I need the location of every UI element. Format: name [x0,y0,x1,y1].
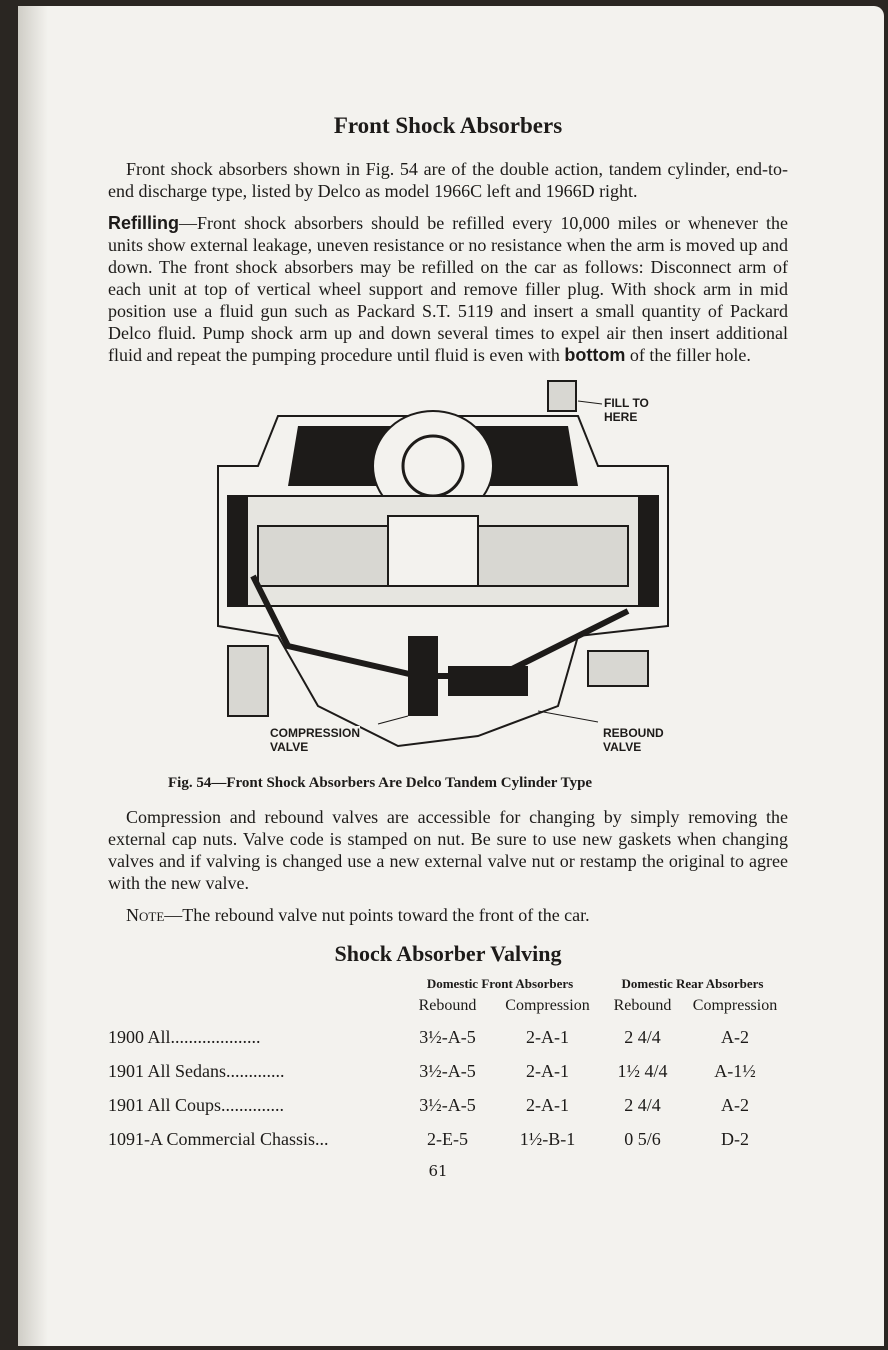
page [18,6,884,1346]
rear-compression-cell: A-2 [721,1027,749,1047]
leader-dots: ............. [226,1061,285,1081]
front-compression-cell: 1½-B-1 [519,1129,576,1149]
compression-line-1: COMPRESSION [270,726,361,740]
model-cell: 1901 All Sedans [108,1061,227,1081]
fill-to-here-label [604,396,649,424]
front-rebound-cell: 3½-A-5 [419,1061,476,1081]
column-header: Compression [692,997,778,1014]
column-header: Compression [505,997,590,1014]
note-paragraph [108,904,788,926]
intro-paragraph: Front shock absorbers shown in Fig. 54 are of the double action, tandem cylinder, end-to-end discharge type, listed by Delco as model 1966C left and 1966D right. [108,159,788,201]
table-row [108,1020,785,1054]
rear-compression-cell: A-1½ [714,1061,756,1081]
rebound-line-1: REBOUND [603,726,664,740]
leader-dots: .............. [221,1095,285,1115]
model-cell: 1901 All Coups [108,1095,222,1115]
rear-compression-cell: D-2 [721,1129,749,1149]
model-cell: 1091-A Commercial Chassis [108,1129,315,1149]
rebound-valve-label [603,726,664,754]
page-content [108,112,788,1180]
group-header-front: Domestic Front Absorbers [426,976,574,991]
model-cell: 1900 All [108,1027,171,1047]
page-number: 61 [428,1162,448,1180]
front-compression-cell: 2-A-1 [526,1061,569,1081]
compression-line-2: VALVE [270,740,309,754]
rear-rebound-cell: 0 5/6 [624,1129,661,1149]
refilling-heading: Refilling [108,213,179,233]
front-compression-cell: 2-A-1 [526,1027,569,1047]
rear-compression-cell: A-2 [721,1095,749,1115]
refilling-text-end: of the filler hole. [625,345,751,365]
diagram-illustration [198,376,698,756]
valving-table [108,976,785,1156]
column-header: Rebound [418,997,477,1014]
rear-rebound-cell: 2 4/4 [624,1027,661,1047]
valves-paragraph: Compression and rebound valves are accessible for changing by simply removing the external cap nuts. Valve code is stamped on nut. Be sure to use new gaskets when changing valves and if valving is changed use a new external valve nut or restamp the original to agree with the new valve. [108,807,788,893]
leader-dots: .................... [170,1027,261,1047]
table-row [108,1054,785,1088]
valving-table-title: Shock Absorber Valving [334,941,562,966]
shock-absorber-diagram [198,376,758,766]
front-rebound-cell: 3½-A-5 [419,1095,476,1115]
table-row [108,1122,785,1156]
front-rebound-cell: 3½-A-5 [419,1027,476,1047]
figure-caption: Fig. 54—Front Shock Absorbers Are Delco Tandem Cylinder Type [168,775,593,791]
refilling-bold: bottom [564,345,626,365]
leader-dots: ... [314,1129,329,1149]
refilling-paragraph [108,212,788,366]
refilling-text: —Front shock absorbers should be refilled every 10,000 miles or whenever the units show external leakage, uneven resistance or no resistance when the arm is moved up and down. The front shock absorbers may be refilled on the car as follows: Disconnect arm of each unit at top of vertical wheel support and remove filler plug. With shock arm in mid position use a fluid gun such as Packard S.T. 5119 and insert a small quantity of Packard Delco fluid. Pump shock arm up and down several times to expel air then insert additional fluid and repeat the pumping procedure until fluid is even with [108,213,788,365]
note-label: Note [126,905,165,925]
column-header: Rebound [613,997,672,1014]
fill-to-here-line-1: FILL TO [604,396,649,410]
rear-rebound-cell: 1½ 4/4 [617,1061,668,1081]
note-text: —The rebound valve nut points toward the front of the car. [164,905,590,925]
page-title: Front Shock Absorbers [333,113,563,138]
rebound-line-2: VALVE [603,740,642,754]
group-header-rear: Domestic Rear Absorbers [621,976,764,991]
rear-rebound-cell: 2 4/4 [624,1095,661,1115]
compression-valve-label [270,726,360,754]
table-row [108,1088,785,1122]
front-compression-cell: 2-A-1 [526,1095,569,1115]
binding-shadow [18,6,48,1346]
fill-to-here-line-2: HERE [604,410,638,424]
front-rebound-cell: 2-E-5 [427,1129,468,1149]
